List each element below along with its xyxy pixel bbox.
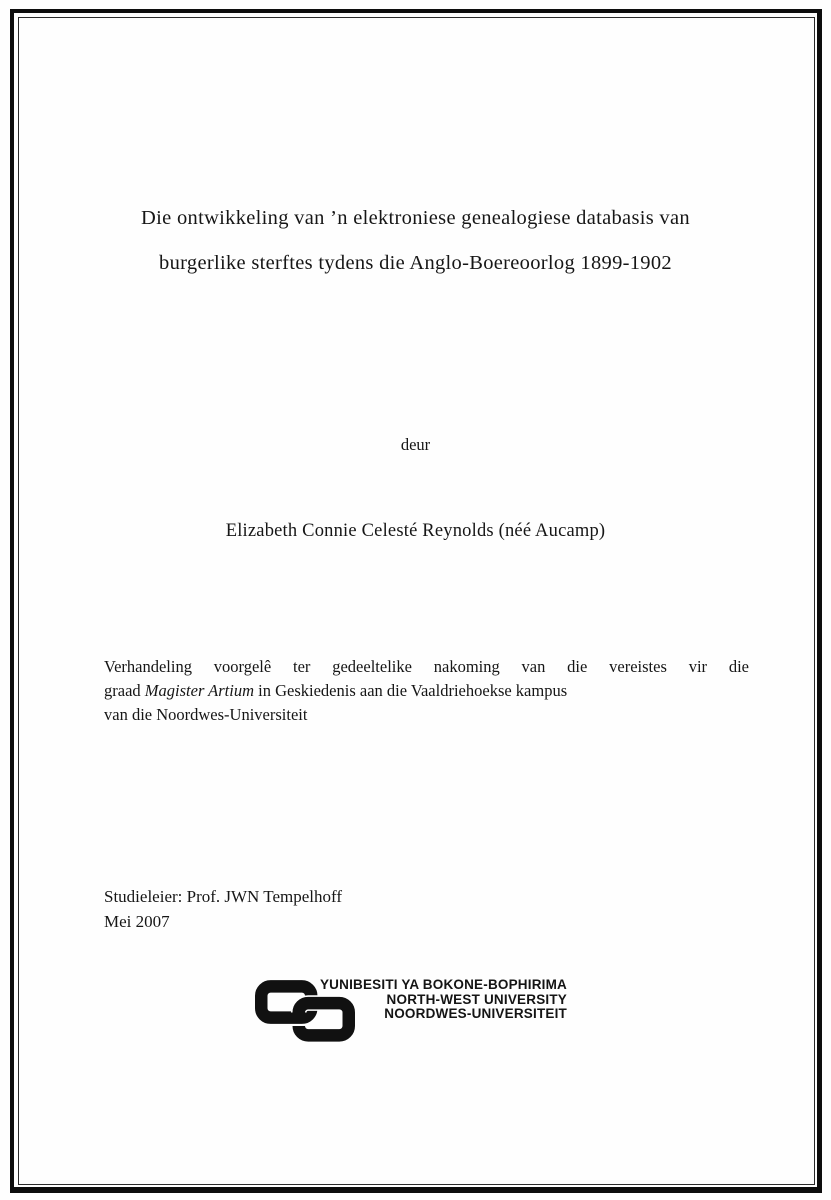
- degree-name-italic: Magister Artium: [144, 681, 255, 700]
- supervisor-line: Studieleier: Prof. JWN Tempelhoff: [104, 887, 343, 906]
- degree-statement-line2-post: in Geskiedenis aan die Vaaldriehoekse kampus: [254, 681, 568, 700]
- byline-label: deur: [400, 435, 431, 454]
- university-logo-text: [319, 978, 567, 1022]
- degree-statement-line1: Verhandeling voorgelê ter gedeeltelike nakoming van die vereistes vir die: [104, 657, 749, 676]
- university-logo: [255, 970, 575, 1055]
- author-name: Elizabeth Connie Celesté Reynolds (néé Aucamp): [225, 521, 606, 541]
- degree-statement-line2-pre: graad: [104, 681, 145, 700]
- supervisor-block: [104, 884, 342, 934]
- thesis-title-line2: burgerlike sterftes tydens die Anglo-Boereoorlog 1899-1902: [159, 252, 672, 274]
- degree-statement-line3: van die Noordwes-Universiteit: [104, 705, 308, 724]
- date-line: Mei 2007: [104, 912, 170, 931]
- thesis-title: [60, 196, 771, 286]
- logo-text-english: NORTH-WEST UNIVERSITY: [386, 991, 567, 1007]
- degree-statement: [104, 655, 749, 727]
- logo-text-afrikaans: NOORDWES-UNIVERSITEIT: [384, 1006, 567, 1021]
- degree-statement-line2: [104, 679, 749, 703]
- logo-text-setswana: YUNIBESITI YA BOKONE-BOPHIRIMA: [319, 977, 567, 992]
- thesis-title-line1: Die ontwikkeling van ’n elektroniese genealogiese databasis van: [141, 207, 690, 229]
